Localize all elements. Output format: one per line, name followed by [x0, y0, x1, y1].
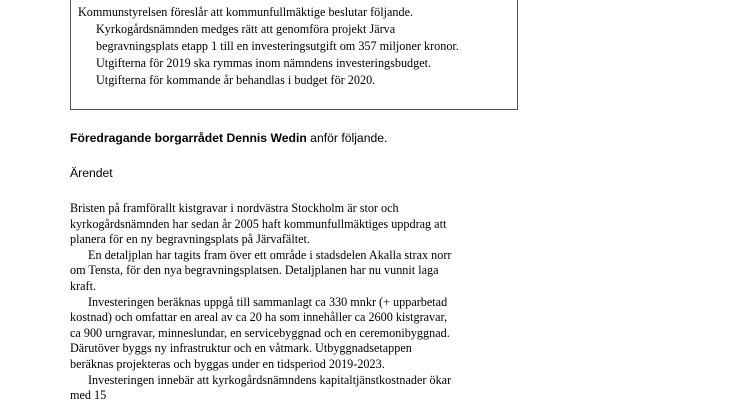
proposal-item-1: Kyrkogårdsnämnden medges rätt att genomföra projekt Järva [96, 22, 396, 36]
proposal-intro: Kommunstyrelsen föreslår att kommunfullmäktige beslutar följande. [78, 5, 414, 19]
proposal-item-1-continued: begravningsplats etapp 1 till en investeringsutgift om 357 miljoner kronor. [96, 39, 459, 53]
body-line: kostnad) och omfattar en areal av ca 20 ha som innehåller ca 2600 kistgravar, [70, 310, 448, 325]
body-line: beräknas projekteras och byggas under en tidsperiod 2019-2023. [70, 356, 385, 371]
proposal-box [70, 0, 518, 110]
body-line: ca 900 urngravar, minneslundar, en servicebyggnad och en ceremonibyggnad. [70, 325, 450, 340]
body-line: om Tensta, för den nya begravningsplatsen. Detaljplanen har nu vunnit laga [70, 263, 439, 278]
body-line: kraft. [70, 278, 97, 293]
rapporteur-name: Föredragande borgarrådet Dennis Wedin [70, 131, 307, 145]
rapporteur-line [70, 131, 387, 145]
body-line: En detaljplan har tagits fram över ett område i stadsdelen Akalla strax norr [88, 247, 452, 262]
body-line: Investeringen innebär att kyrkogårdsnämndens kapitaltjänstkostnader ökar [88, 372, 452, 387]
body-line: planera för en ny begravningsplats på Järvafältet. [70, 232, 310, 247]
body-line: med 15 [70, 388, 107, 403]
body-text [70, 201, 510, 404]
body-line: kyrkogårdsnämnden har sedan år 2005 haft kommunfullmäktiges uppdrag att [70, 216, 447, 231]
body-line: Bristen på framförallt kistgravar i nordvästra Stockholm är stor och [70, 201, 399, 215]
body-line: Därutöver byggs ny infrastruktur och en våtmark. Utbyggnadsetappen [70, 341, 412, 356]
proposal-item-2: Utgifterna för 2019 ska rymmas inom nämndens investeringsbudget. [96, 56, 432, 70]
section-heading: Ärendet [70, 166, 113, 180]
body-line: Investeringen beräknas uppgå till sammanlagt ca 330 mnkr (+ upparbetad [88, 294, 448, 309]
proposal-item-3: Utgifterna för kommande år behandlas i budget för 2020. [96, 73, 376, 87]
rapporteur-suffix: anför följande. [306, 131, 388, 145]
